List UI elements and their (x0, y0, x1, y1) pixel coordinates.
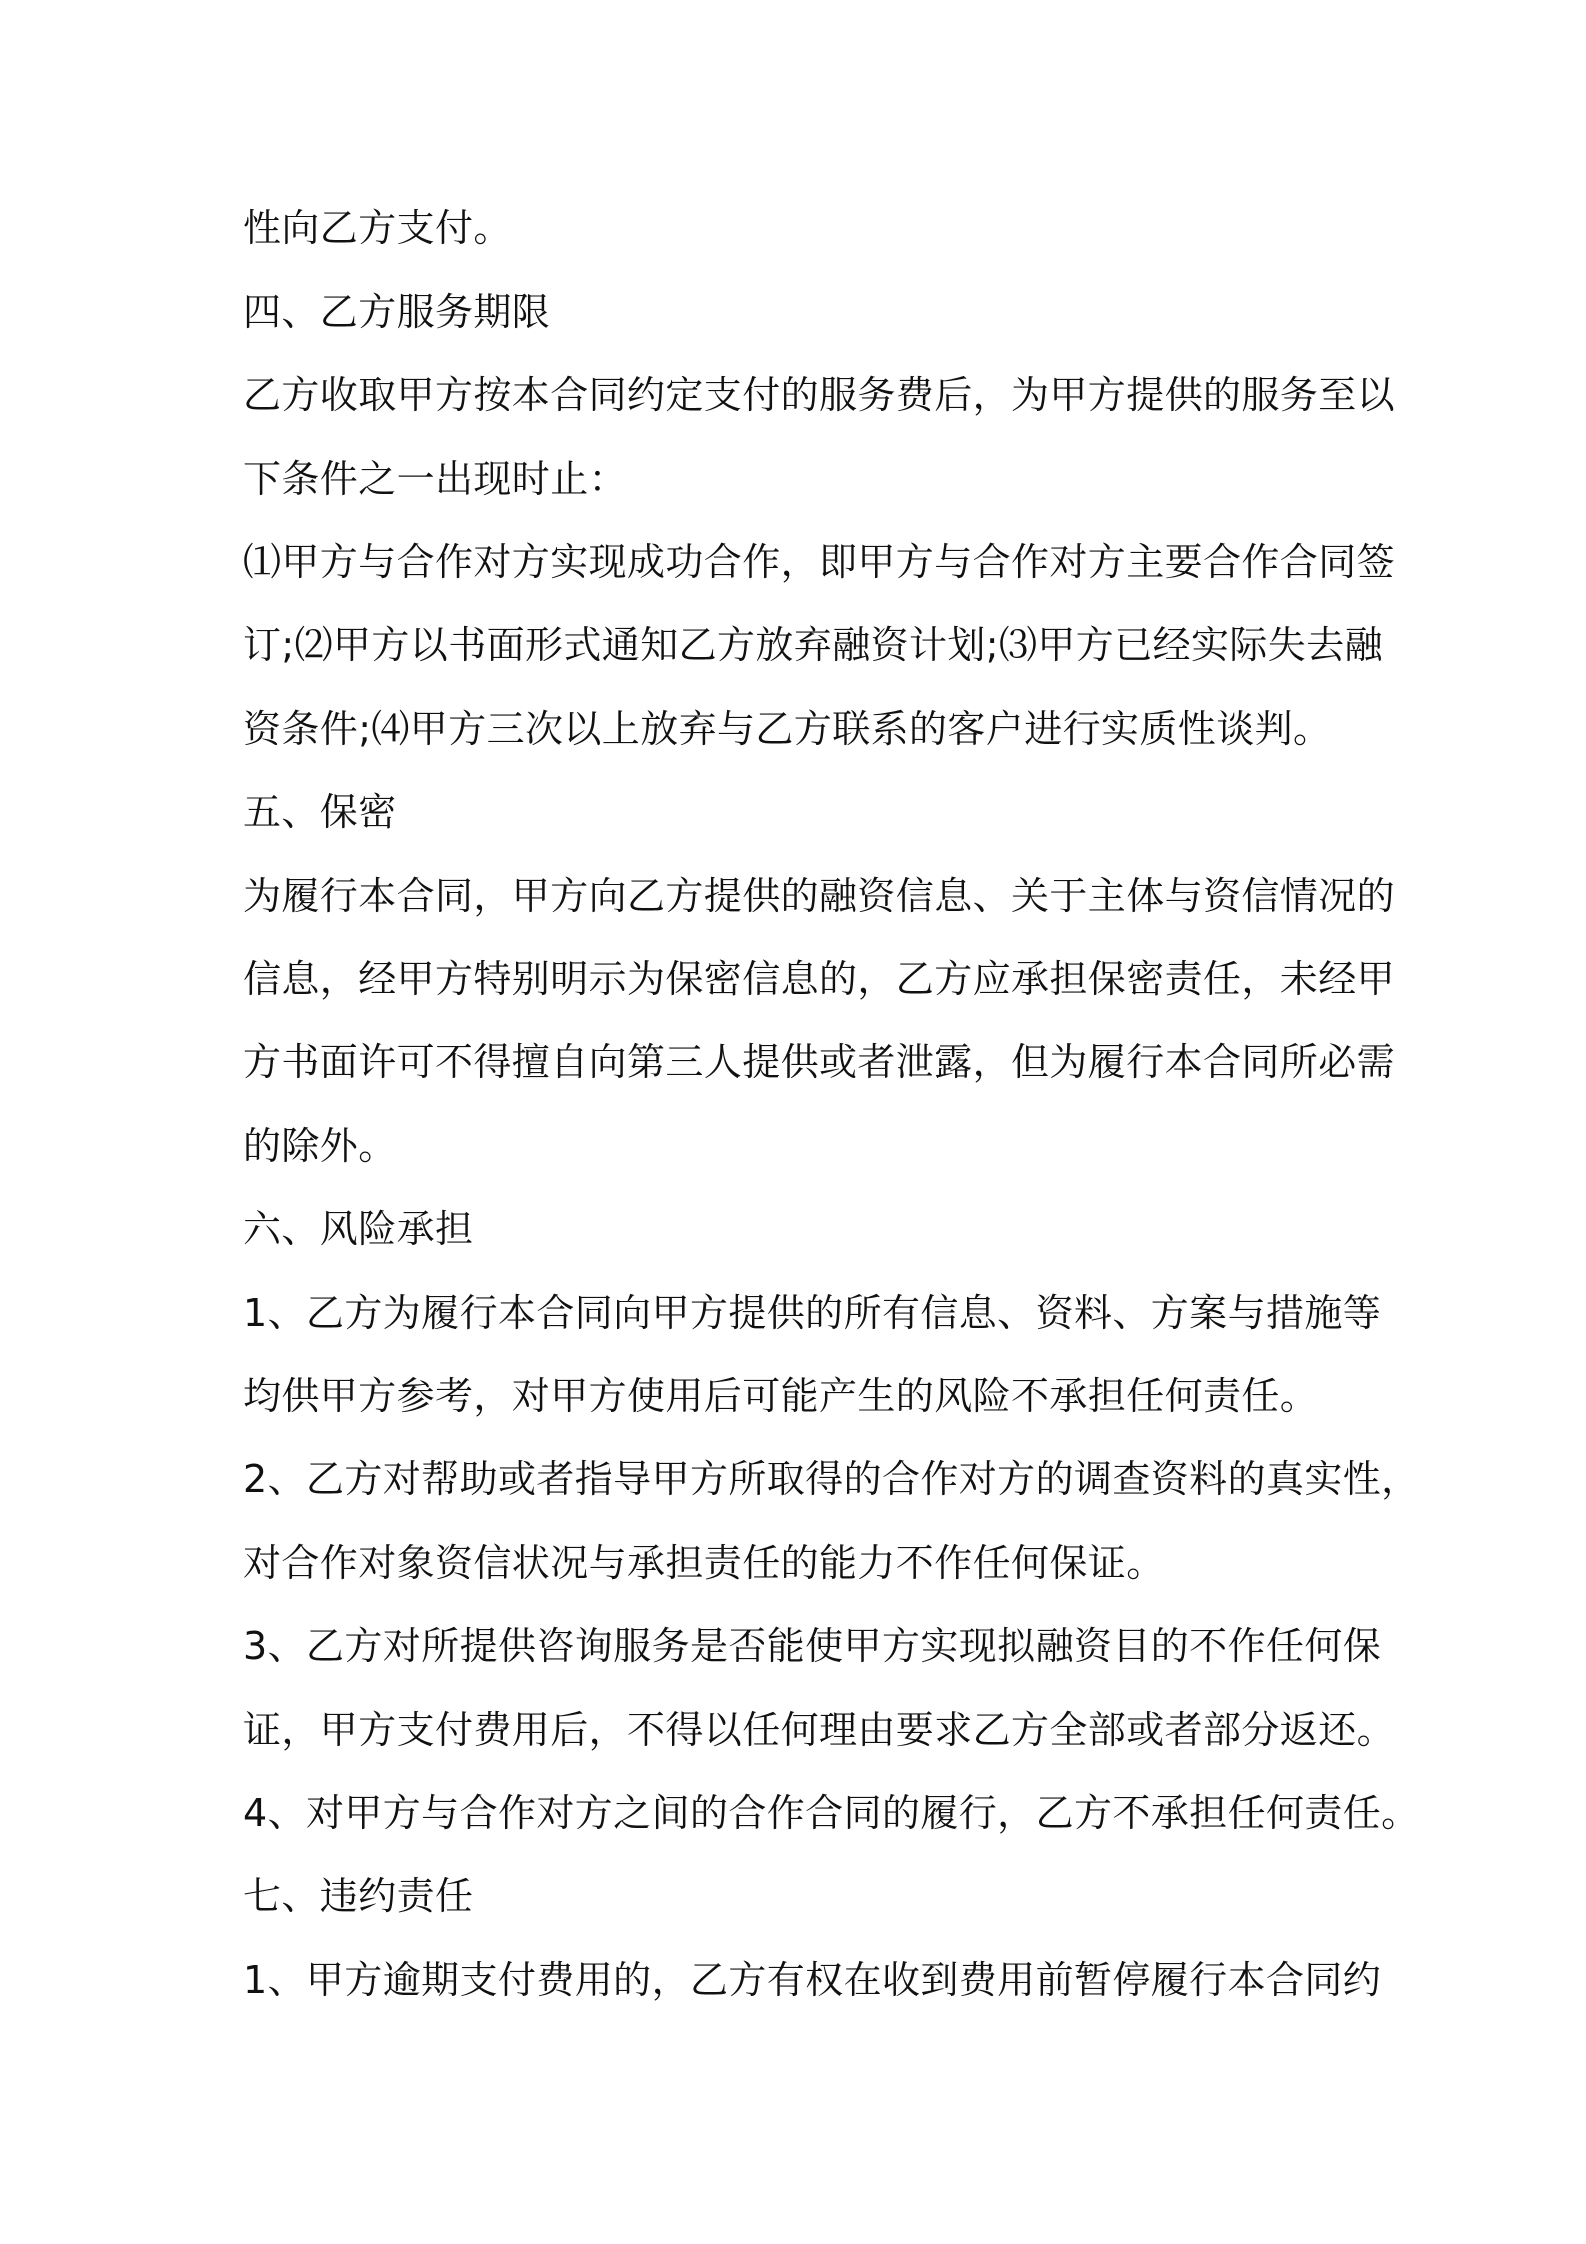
text-line: 4、对甲方与合作对方之间的合作合同的履行，乙方不承担任何责任。 (243, 1791, 1420, 1835)
section-heading: 五、保密 (243, 790, 397, 834)
text-line: 的除外。 (243, 1124, 397, 1168)
text-line: 信息，经甲方特别明示为保密信息的，乙方应承担保密责任，未经甲 (243, 957, 1396, 1001)
section-heading: 七、违约责任 (243, 1874, 474, 1918)
section-heading: 六、风险承担 (243, 1207, 474, 1251)
text-line: 订;⑵甲方以书面形式通知乙方放弃融资计划;⑶甲方已经实际失去融 (243, 623, 1384, 667)
text-line: ⑴甲方与合作对方实现成功合作，即甲方与合作对方主要合作合同签 (243, 540, 1396, 584)
text-line: 1、乙方为履行本合同向甲方提供的所有信息、资料、方案与措施等 (243, 1291, 1382, 1335)
text-line: 乙方收取甲方按本合同约定支付的服务费后，为甲方提供的服务至以 (243, 373, 1396, 417)
text-line: 为履行本合同，甲方向乙方提供的融资信息、关于主体与资信情况的 (243, 874, 1396, 918)
text-line: 对合作对象资信状况与承担责任的能力不作任何保证。 (243, 1541, 1165, 1585)
section-heading: 四、乙方服务期限 (243, 290, 551, 334)
text-line: 性向乙方支付。 (243, 206, 512, 250)
text-line: 2、乙方对帮助或者指导甲方所取得的合作对方的调查资料的真实性， (243, 1457, 1420, 1501)
text-line: 资条件;⑷甲方三次以上放弃与乙方联系的客户进行实质性谈判。 (243, 707, 1332, 751)
text-line: 方书面许可不得擅自向第三人提供或者泄露，但为履行本合同所必需 (243, 1040, 1396, 1084)
text-line: 1、甲方逾期支付费用的，乙方有权在收到费用前暂停履行本合同约 (243, 1958, 1382, 2002)
text-line: 证，甲方支付费用后，不得以任何理由要求乙方全部或者部分返还。 (243, 1708, 1396, 1752)
text-line: 均供甲方参考，对甲方使用后可能产生的风险不承担任何责任。 (243, 1374, 1319, 1418)
text-line: 3、乙方对所提供咨询服务是否能使甲方实现拟融资目的不作任何保 (243, 1624, 1382, 1668)
text-line: 下条件之一出现时止： (243, 457, 628, 501)
